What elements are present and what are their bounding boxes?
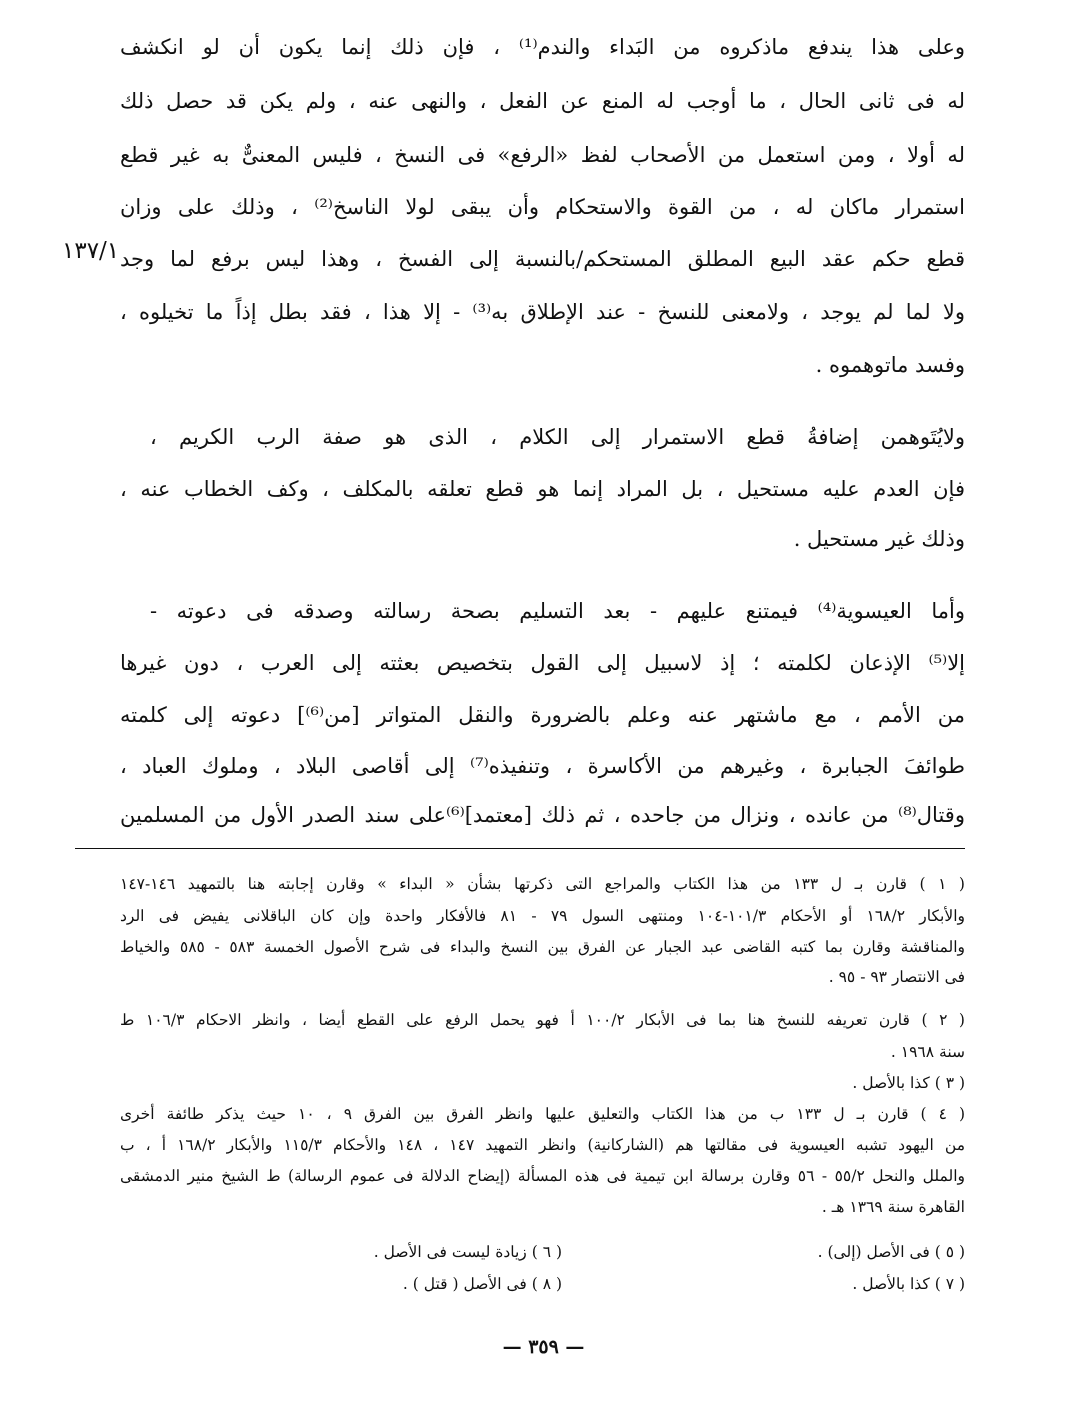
body-line: طوائفَ الجبابرة ، وغيرهم من الأكاسرة ، وتنفيذه⁽⁷⁾ إلى أقاصى البلاد ، وملوك العباد ، [120,754,965,778]
footnote-line: ( ٦ ) زيادة ليست فى الأصل . [373,1243,562,1261]
body-line: استمرار ماكان له ، من القوة والاستحكام وأن يبقى لولا الناسخ⁽²⁾ ، وذلك على وزان [120,195,965,219]
footnote-line: من اليهود تشبه العيسوية فى مقالتها هم (الشاركانية) وانظر التمهيد ١٤٧ ، ١٤٨ والأحكام ١١٥/٣ والأبكار ١٦٨/٢ أ ، ب [120,1136,965,1154]
footnote-line: والمناقشة وقارن بما كتبه القاضى عبد الجبار عن الفرق بين النسخ والبداء فى شرح الأصول الخمسة ٥٨٣ - ٥٨٥ والخياط [120,938,966,956]
body-line: وأما العيسوية⁽⁴⁾ فيمتنع عليهم - بعد التسليم بصحة رسالته وصدقه فى دعوته - [150,599,965,623]
body-line: وعلى هذا يندفع ماذكروه من البَداء والندم⁽¹⁾ ، فإن ذلك إنما يكون أن لو انكشف [120,35,966,59]
body-line: وفسد ماتوهموه . [815,353,965,377]
body-line: وقتال⁽⁸⁾ من عانده ، ونزال من جاحده ، ثم ذلك [معتمد]⁽⁶⁾على سند الصدر الأول من المسلمين [120,803,965,827]
footnote-line: ( ٢ ) قارن تعريفه للنسخ هنا بما فى الأبكار ١٠٠/٢ أ فهو يحمل الرفع على القطع أيضا ، وانظر الاحكام ١٠٦/٣ ط [120,1011,965,1029]
footnote-separator [75,848,965,849]
footnote-line: ( ٥ ) فى الأصل (إلى) . [817,1243,965,1261]
body-line: قطع حكم عقد البيع المطلق المستحكم/بالنسبة إلى الفسخ ، وهذا ليس برفع لما وجد [120,247,965,271]
body-line: إلا⁽⁵⁾ الإذعان لكلمته ؛ إذ لاسبيل إلى القول بتخصيص بعثته إلى العرب ، دون غيرها [120,651,965,675]
footnote-line: ( ٧ ) كذا بالأصل . [852,1275,965,1293]
footnote-line: ( ١ ) قارن بـ ل ١٣٣ من هذا الكتاب والمراجع التى ذكرتها بشأن « البداء » وقارن إجابته هنا بالتمهيد ١٤٦-١٤٧ [120,875,965,893]
body-line: من الأمم ، مع ماشتهر عنه وعلم بالضرورة والنقل المتواتر [من⁽⁶⁾] دعوته إلى كلمته [120,703,966,727]
body-line: له فى ثانى الحال ، ما أوجب له المنع عن الفعل ، والنهى عنه ، ولم يكن قد حصل ذلك [120,89,965,113]
footnote-line: ( ٨ ) فى الأصل ( قتل ) . [402,1275,562,1293]
footnote-line: سنة ١٩٦٨ . [890,1043,965,1061]
margin-folio-note: ١٣٧/١ [62,238,120,264]
footnote-line: والملل والنحل ٥٥/٢ - ٥٦ وقارن برسالة ابن تيمية فى هذه المسألة (إيضاح الدلالة فى عموم الرسالة) ط الشيخ منير الدمشقى [120,1167,965,1185]
footnote-line: والأبكار ١٦٨/٢ أو الأحكام ١٠١/٣-١٠٤ ومنتهى السول ٧٩ - ٨١ فالأفكار واحدة وإن كان الباقلانى يفيض فى الرد [120,907,965,925]
footnote-line: ( ٣ ) كذا بالأصل . [852,1074,965,1092]
footnote-line: فى الانتصار ٩٣ - ٩٥ . [828,968,965,986]
body-line: فإن العدم عليه مستحيل ، بل المراد إنما هو قطع تعلقه بالمكلف ، وكف الخطاب عنه ، [120,477,965,501]
body-line: ولا لما لم يوجد ، ولامعنى للنسخ - عند الإطلاق به⁽³⁾ - إلا هذا ، فقد بطل إذاً ما تخيلوه ، [120,300,965,324]
body-line: ولايُتَوهمن إضافةُ قطع الاستمرار إلى الكلام ، الذى هو صفة الرب الكريم ، [150,425,965,449]
footnote-line: القاهرة سنة ١٣٦٩ هـ . [821,1198,965,1216]
body-line: له أولا ، ومن استعمل من الأصحاب لفظ «الرفع» فى النسخ ، فليس المعنىٌّ به غير قطع [120,143,965,167]
footnote-line: ( ٤ ) قارن بـ ل ١٣٣ ب من هذا الكتاب والتعليق عليها وانظر الفرق بين الفرق ٩ ، ١٠ حيث يذكر طائفة أخرى [120,1105,965,1123]
page-number: — ٣٥٩ — [502,1336,585,1358]
body-line: وذلك غير مستحيل . [793,527,965,551]
